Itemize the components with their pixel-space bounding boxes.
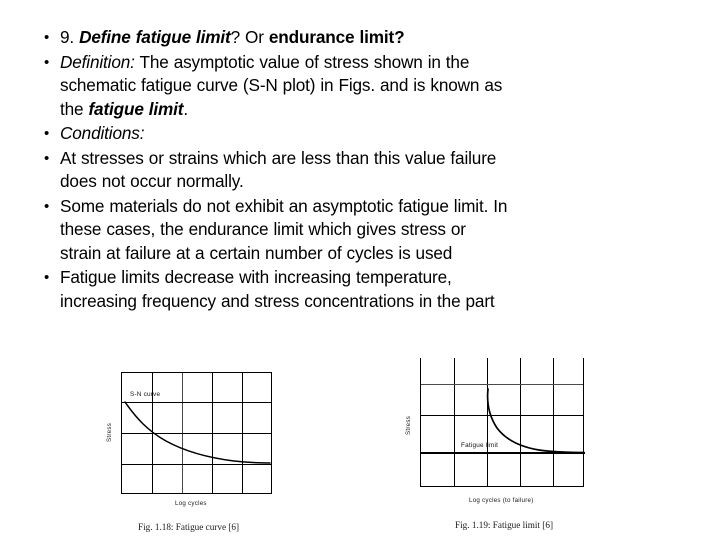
bullet-text-run: ? Or (230, 27, 269, 47)
bullet-marker-icon: • (44, 125, 50, 142)
bullet-list (38, 26, 508, 314)
bullet-text (60, 122, 508, 146)
right-chart-y-axis-label: Stress (405, 415, 412, 435)
left-chart-plot-area (121, 372, 272, 494)
bullet-item (38, 266, 508, 313)
right-chart-plot-area (420, 358, 584, 487)
right-chart-sn-curve (421, 358, 585, 487)
bullet-marker-icon: • (44, 29, 50, 46)
bullet-text-run: fatigue limit (88, 98, 184, 119)
right-figure-caption: Fig. 1.19: Fatigue limit [6] (455, 520, 553, 530)
right-chart-x-axis-label: Log cycles (to failure) (469, 497, 534, 504)
left-chart-y-axis-label: Stress (106, 422, 113, 442)
bullet-text (60, 195, 508, 266)
bullet-text (60, 266, 508, 313)
bullet-item (38, 195, 508, 266)
bullet-text-run: Conditions: (60, 123, 145, 143)
bullet-text-run: 9. (60, 27, 80, 47)
bullet-item (38, 26, 508, 50)
bullet-text-run: Define fatigue limit (79, 27, 231, 47)
left-chart-curve-label: S-N curve (130, 391, 161, 398)
left-figure-caption: Fig. 1.18: Fatigue curve [6] (138, 522, 240, 532)
bullet-text (60, 26, 508, 50)
bullet-item (38, 51, 508, 122)
figure-fatigue-curve (60, 360, 350, 535)
bullet-marker-icon: • (44, 197, 50, 215)
bullet-item (38, 147, 508, 194)
bullet-text-run: Some materials do not exhibit an asymptotic fatigue limit. In these cases, the endurance limit which gives stress or strain at failure at a certain number of cycles is used (60, 195, 508, 263)
bullet-text (60, 147, 508, 194)
bullet-marker-icon: • (44, 149, 50, 167)
bullet-marker-icon: • (44, 269, 50, 286)
bullet-text-run: Definition: (60, 51, 135, 72)
bullet-text (60, 51, 508, 122)
bullet-text-run: endurance limit? (268, 27, 405, 47)
figure-fatigue-limit (385, 340, 665, 535)
bullet-item (38, 122, 508, 146)
bullet-text-run: . (183, 98, 189, 119)
left-chart-x-axis-label: Log cycles (175, 500, 207, 507)
bullet-text-run: The asymptotic value of stress shown in the schematic fatigue curve (S-N plot) in Figs. and is known as the (60, 51, 503, 119)
bullet-text-run: Fatigue limits decrease with increasing temperature, increasing frequency and stress concentrations in the part (60, 267, 495, 311)
bullet-text-run: At stresses or strains which are less than this value failure does not occur normally. (60, 147, 497, 191)
bullet-marker-icon: • (44, 53, 50, 71)
right-chart-curve-label: Fatigue limit (461, 442, 499, 449)
